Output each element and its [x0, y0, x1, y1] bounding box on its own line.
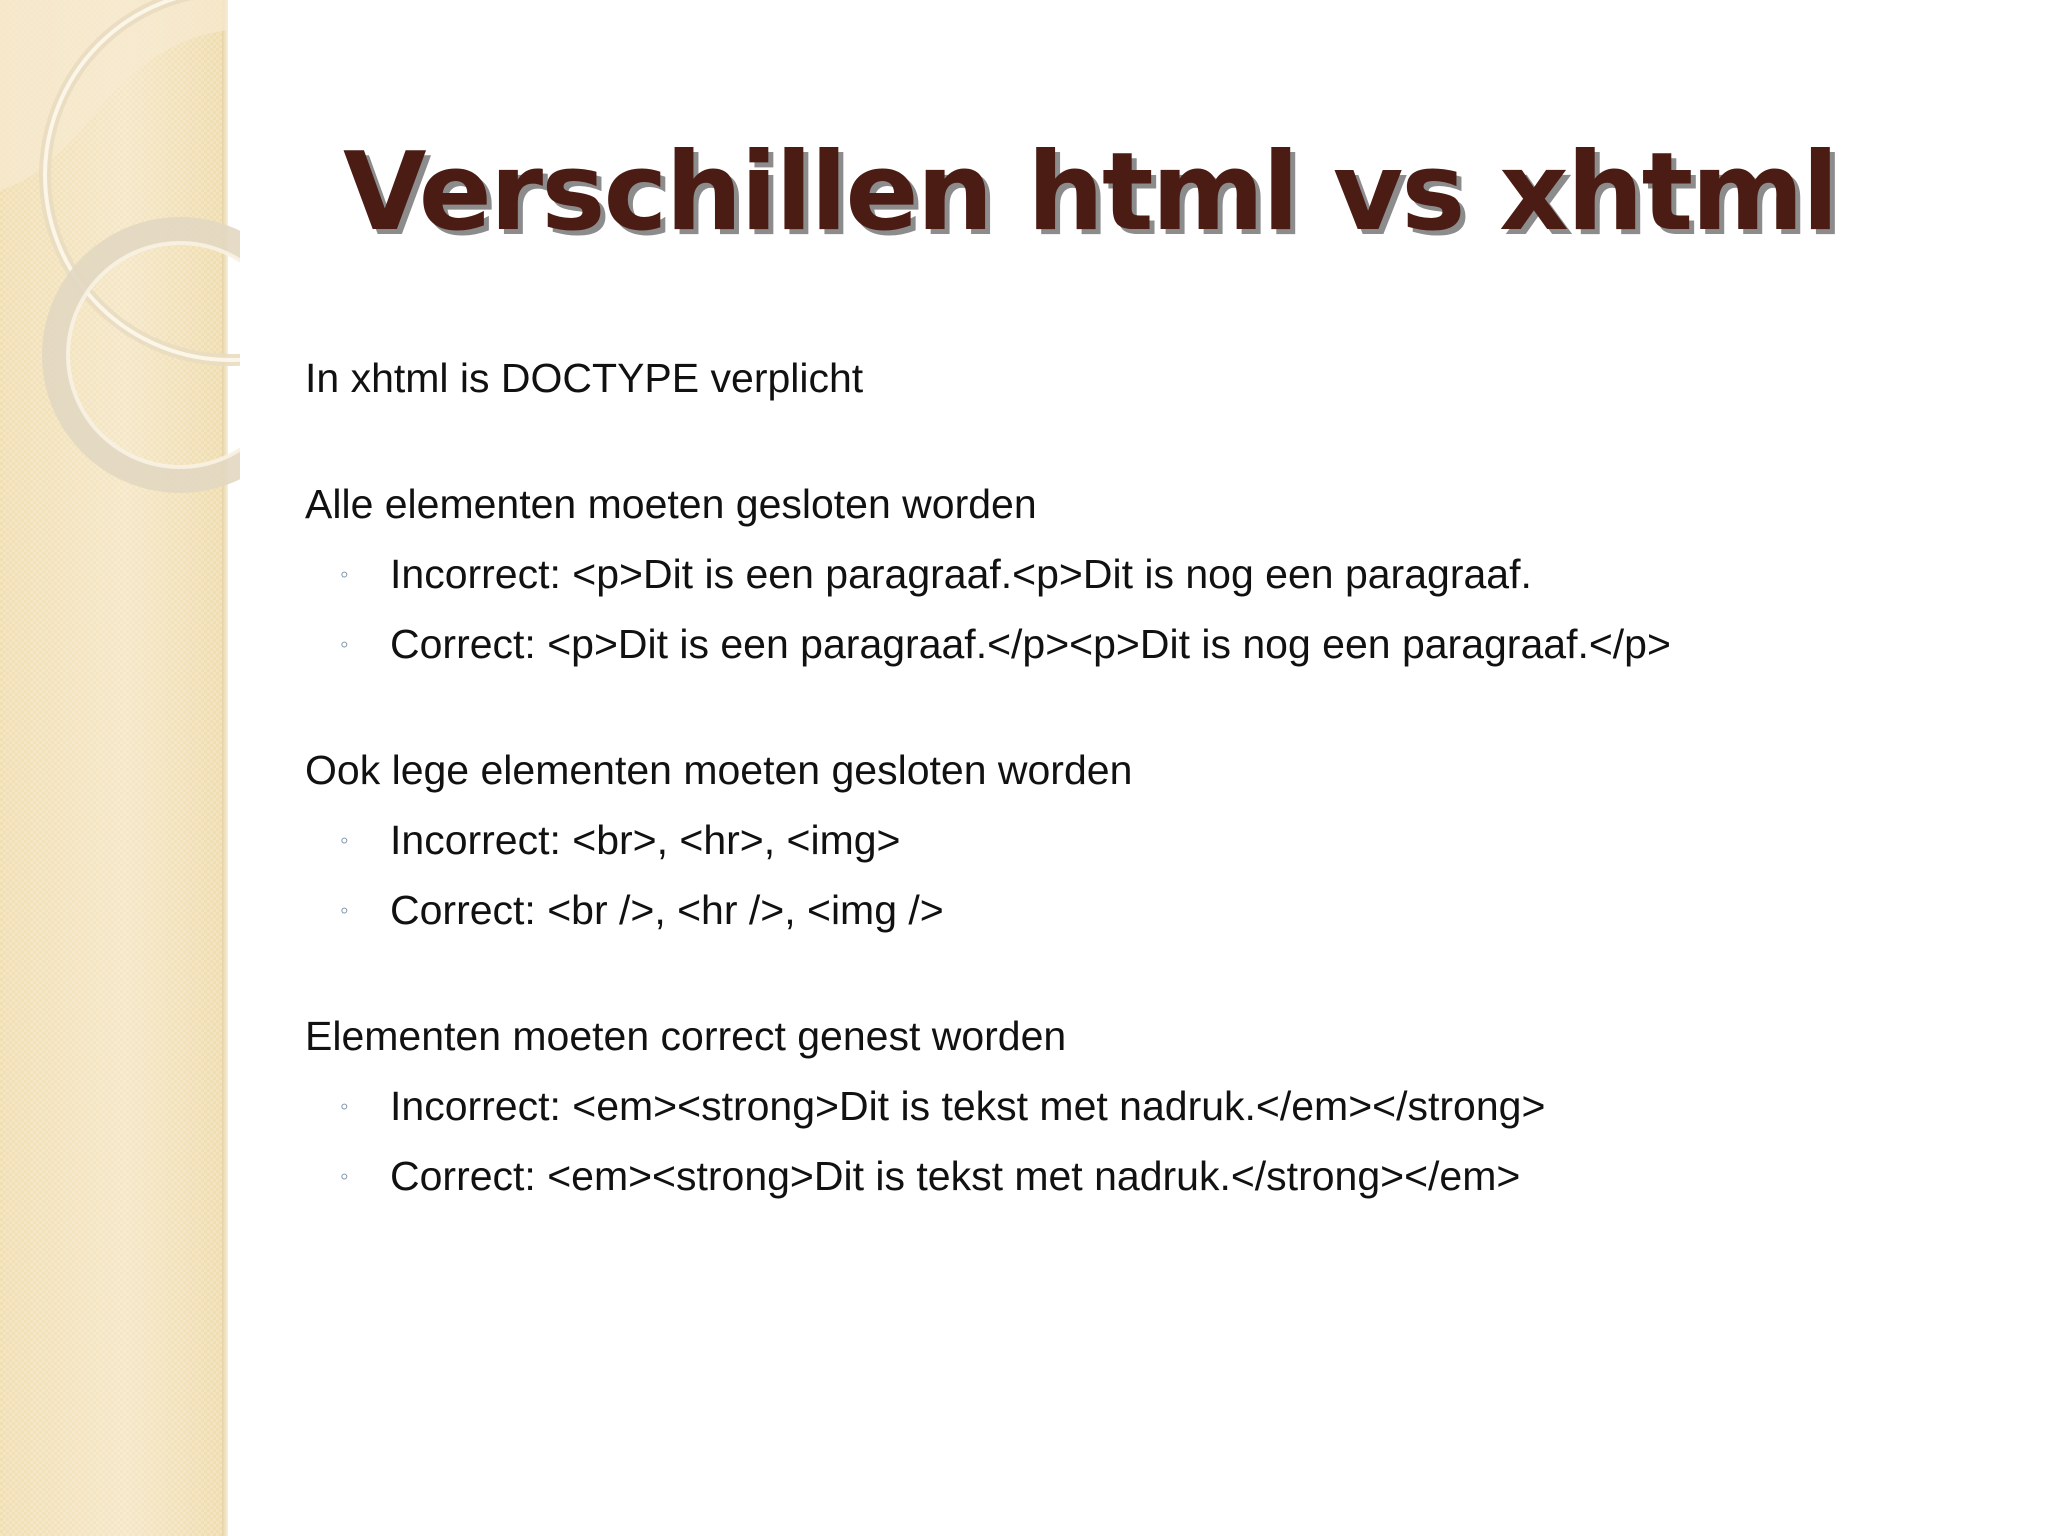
sub-point-text: Correct: <p>Dit is een paragraaf.</p><p>Dit is nog een paragraaf.</p>	[390, 621, 1671, 667]
point-group	[305, 475, 2005, 673]
sub-point-text: Correct: <em><strong>Dit is tekst met nadruk.</strong></em>	[390, 1153, 1521, 1199]
point-group	[305, 349, 2005, 407]
decorative-rings	[0, 0, 240, 520]
main-point: Ook lege elementen moeten gesloten worden	[305, 747, 1133, 793]
bullet-icon: ◦	[340, 827, 349, 854]
sub-point-list	[305, 811, 2005, 939]
sub-point	[305, 881, 2005, 939]
sub-point-list	[305, 1077, 2005, 1205]
slide-content	[305, 349, 2005, 1205]
bullet-icon: ◦	[340, 1093, 349, 1120]
point-group	[305, 741, 2005, 939]
sub-point-text: Correct: <br />, <hr />, <img />	[390, 887, 944, 933]
main-point: Alle elementen moeten gesloten worden	[305, 481, 1037, 527]
sub-point	[305, 811, 2005, 869]
main-point: In xhtml is DOCTYPE verplicht	[305, 355, 864, 401]
bullet-icon: ◦	[340, 561, 349, 588]
sub-point	[305, 615, 2005, 673]
bullet-icon: ◦	[340, 897, 349, 924]
bullet-icon: ◦	[340, 631, 349, 658]
slide-title: Verschillen html vs xhtml	[343, 130, 1837, 255]
sub-point	[305, 1077, 2005, 1135]
sub-point-list	[305, 545, 2005, 673]
sub-point-text: Incorrect: <br>, <hr>, <img>	[390, 817, 901, 863]
point-group	[305, 1007, 2005, 1205]
sub-point-text: Incorrect: <em><strong>Dit is tekst met nadruk.</em></strong>	[390, 1083, 1546, 1129]
main-point: Elementen moeten correct genest worden	[305, 1013, 1067, 1059]
bullet-icon: ◦	[340, 1163, 349, 1190]
sub-point	[305, 1147, 2005, 1205]
sub-point-text: Incorrect: <p>Dit is een paragraaf.<p>Dit is nog een paragraaf.	[390, 551, 1532, 597]
sub-point	[305, 545, 2005, 603]
